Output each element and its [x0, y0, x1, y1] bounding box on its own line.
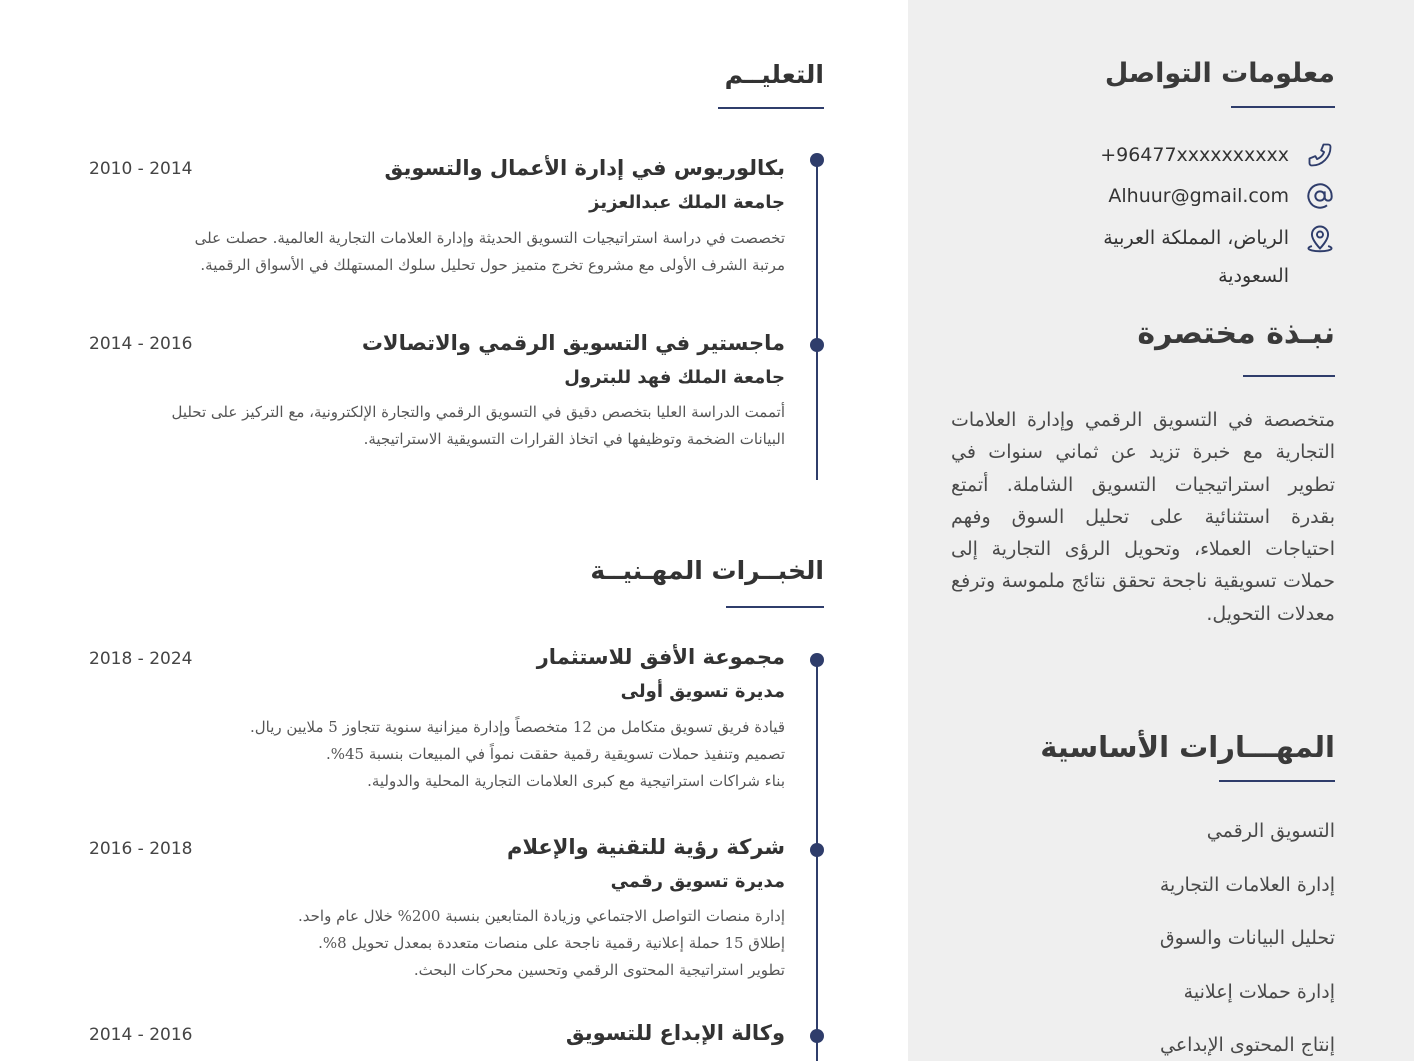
- address-line-2: السعودية: [1218, 265, 1289, 287]
- description-line: تخصصت في دراسة استراتيجيات التسويق الحديثة وإدارة العلامات التجارية العالمية. حصلت على: [194, 229, 785, 247]
- skill-item: التسويق الرقمي: [1206, 820, 1335, 842]
- description-line: مرتبة الشرف الأولى مع مشروع تخرج متميز حول تحليل سلوك المستهلك في الأسواق الرقمية.: [200, 256, 785, 274]
- contact-heading: معلومات التواصل: [1104, 58, 1335, 89]
- experience-heading: الخبــرات المهـنيــة: [590, 556, 824, 585]
- experience-company: شركة رؤية للتقنية والإعلام: [507, 835, 785, 859]
- phone-number[interactable]: +96477xxxxxxxxxx: [1100, 144, 1289, 166]
- phone-icon: [1305, 140, 1335, 170]
- education-title: ماجستير في التسويق الرقمي والاتصالات: [361, 331, 785, 355]
- education-institution: جامعة الملك عبدالعزيز: [589, 192, 785, 213]
- education-title: بكالوريوس في إدارة الأعمال والتسويق: [384, 156, 785, 180]
- description-line: بناء شراكات استراتيجية مع كبرى العلامات التجارية المحلية والدولية.: [367, 772, 785, 790]
- timeline-dot: [810, 338, 824, 352]
- address: [1103, 219, 1289, 295]
- timeline-dot: [810, 653, 824, 667]
- contact-heading-underline: [1231, 106, 1335, 108]
- education-description: [85, 399, 785, 453]
- experience-company: وكالة الإبداع للتسويق: [565, 1021, 785, 1045]
- description-line: إطلاق 15 حملة إعلانية رقمية ناجحة على منصات متعددة بمعدل تحويل 8%.: [318, 934, 785, 952]
- experience-date: 2016 - 2018: [89, 839, 193, 859]
- experience-description: [85, 714, 785, 795]
- location-pin-icon: [1305, 223, 1335, 253]
- contact-email-row: [935, 181, 1335, 215]
- summary-heading: نبـذة مختصرة: [1137, 316, 1335, 351]
- experience-company: مجموعة الأفق للاستثمار: [536, 645, 785, 669]
- skills-heading: المهـــارات الأساسية: [1040, 730, 1335, 764]
- education-heading: التعليــم: [724, 60, 824, 89]
- sidebar: [908, 0, 1414, 1061]
- skills-heading-underline: [1219, 780, 1335, 782]
- experience-role: مديرة تسويق أولى: [620, 681, 785, 702]
- skill-item: إدارة العلامات التجارية: [1159, 874, 1335, 896]
- experience-role: مديرة تسويق رقمي: [610, 871, 785, 892]
- description-line: تطوير استراتيجية المحتوى الرقمي وتحسين محركات البحث.: [413, 961, 785, 979]
- skill-item: إدارة حملات إعلانية: [1183, 981, 1335, 1003]
- education-date: 2010 - 2014: [89, 159, 193, 179]
- address-line-1: الرياض، المملكة العربية: [1103, 227, 1289, 249]
- skill-item: تحليل البيانات والسوق: [1159, 927, 1335, 949]
- experience-heading-underline: [726, 606, 824, 608]
- description-line: تصميم وتنفيذ حملات تسويقية رقمية حققت نمواً في المبيعات بنسبة 45%.: [325, 745, 785, 763]
- description-line: البيانات الضخمة وتوظيفها في اتخاذ القرارات التسويقية الاستراتيجية.: [363, 430, 785, 448]
- contact-phone-row: [935, 140, 1335, 174]
- summary-text: متخصصة في التسويق الرقمي وإدارة العلامات التجارية مع خبرة تزيد عن ثماني سنوات في تطوير استراتيجيات التسويق الشاملة. أتمتع بقدرة استثنائية على تحليل السوق وفهم احتياجات العملاء، وتحويل الرؤى التجارية إلى حملات تسويقية ناجحة تحقق نتائج ملموسة وترفع معدلات التحويل.: [951, 409, 1335, 625]
- education-heading-underline: [718, 107, 824, 109]
- experience-date: 2014 - 2016: [89, 1025, 193, 1045]
- summary-heading-underline: [1243, 375, 1335, 377]
- skill-item: إنتاج المحتوى الإبداعي: [1160, 1034, 1335, 1056]
- experience-timeline: [816, 660, 818, 1061]
- experience-date: 2018 - 2024: [89, 649, 193, 669]
- description-line: أتممت الدراسة العليا بتخصص دقيق في التسويق الرقمي والتجارة الإلكترونية، مع التركيز على تحليل: [171, 403, 785, 421]
- education-timeline: [816, 160, 818, 480]
- timeline-dot: [810, 1029, 824, 1043]
- education-date: 2014 - 2016: [89, 334, 193, 354]
- timeline-dot: [810, 843, 824, 857]
- contact-address-row: [935, 223, 1335, 295]
- timeline-dot: [810, 153, 824, 167]
- description-line: قيادة فريق تسويق متكامل من 12 متخصصاً وإدارة ميزانية سنوية تتجاوز 5 ملايين ريال.: [249, 718, 785, 736]
- experience-description: [85, 903, 785, 984]
- at-icon: [1305, 181, 1335, 211]
- education-institution: جامعة الملك فهد للبترول: [564, 367, 785, 388]
- description-line: إدارة منصات التواصل الاجتماعي وزيادة المتابعين بنسبة 200% خلال عام واحد.: [298, 907, 785, 925]
- email-address[interactable]: Alhuur@gmail.com: [1108, 185, 1289, 207]
- education-description: [85, 225, 785, 279]
